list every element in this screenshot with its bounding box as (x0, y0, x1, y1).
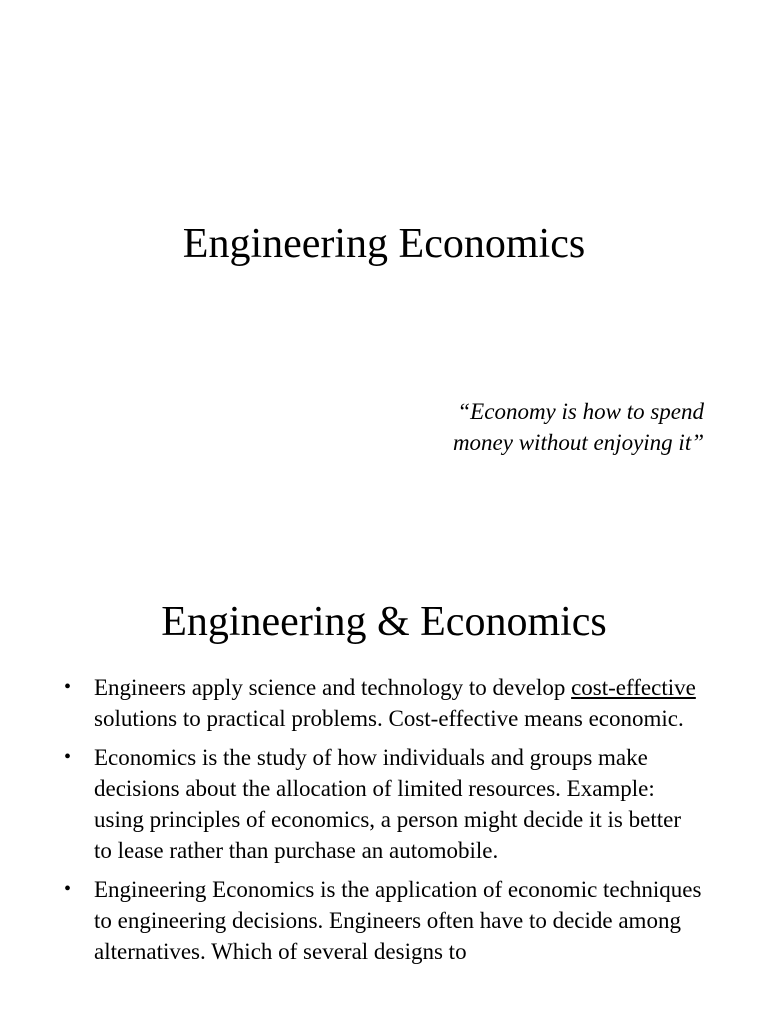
bullet-icon: • (64, 746, 72, 768)
bullet-text: Economics is the study of how individuals and groups make decisions about the allocation of limited resources. Example: using principles of economics, a person might decide it is better to lease rather than purchase an automobile. (94, 745, 681, 863)
bullet-text-part: solutions to practical problems. Cost-effective means economic. (94, 706, 684, 731)
quote (344, 396, 704, 458)
bullet-item (64, 672, 704, 734)
bullet-text (94, 675, 696, 731)
bullet-item (64, 742, 704, 866)
bullet-item (64, 874, 704, 967)
bullet-text-part: Engineers apply science and technology to develop (94, 675, 572, 700)
quote-line-2: money without enjoying it” (452, 430, 704, 455)
bullet-icon: • (64, 878, 72, 900)
quote-line-1: “Economy is how to spend (457, 399, 704, 424)
bullet-text: Engineering Economics is the application of economic techniques to engineering decisions. Engineers often have to decide among alternatives. Which of several designs to (94, 877, 702, 964)
bullet-list (64, 672, 704, 975)
slide-title: Engineering Economics (182, 221, 586, 267)
slide-title: Engineering & Economics (161, 599, 607, 645)
underlined-term: cost-effective (571, 675, 696, 700)
slide-2 (0, 576, 768, 1024)
bullet-icon: • (64, 676, 72, 698)
